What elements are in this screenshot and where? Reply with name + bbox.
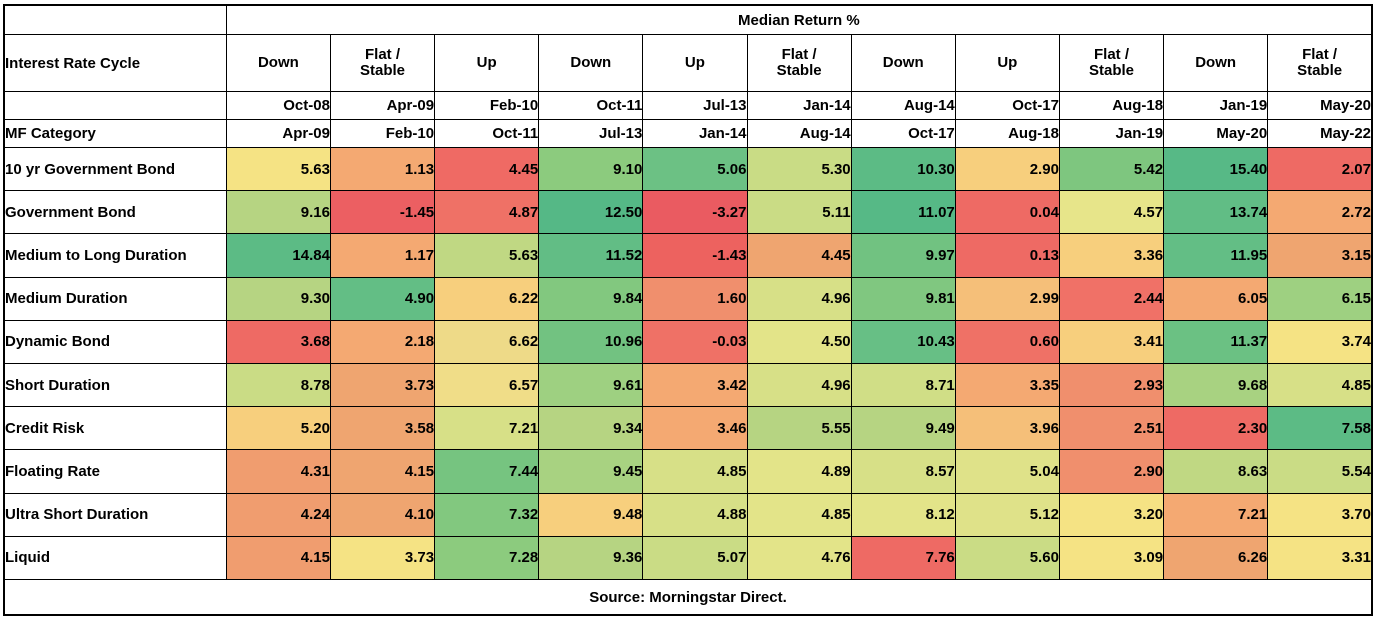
heatmap-cell: 3.58 — [330, 407, 434, 450]
heatmap-cell: 5.63 — [435, 234, 539, 277]
row-label-category: Floating Rate — [4, 450, 226, 493]
heatmap-cell: 8.63 — [1164, 450, 1268, 493]
header-row-cycle — [4, 35, 1372, 92]
heatmap-cell: 7.76 — [851, 536, 955, 579]
heatmap-cell: 4.15 — [226, 536, 330, 579]
heatmap-cell: 4.85 — [1268, 363, 1372, 406]
header-row-title — [4, 5, 1372, 35]
heatmap-cell: 6.26 — [1164, 536, 1268, 579]
heatmap-cell: 9.84 — [539, 277, 643, 320]
median-return-heatmap — [3, 4, 1373, 616]
heatmap-cell: 3.20 — [1059, 493, 1163, 536]
heatmap-cell: 5.06 — [643, 148, 747, 191]
heatmap-cell: 10.43 — [851, 320, 955, 363]
heatmap-cell: 3.70 — [1268, 493, 1372, 536]
heatmap-cell: 2.51 — [1059, 407, 1163, 450]
heatmap-cell: 7.21 — [1164, 493, 1268, 536]
heatmap-cell: 9.30 — [226, 277, 330, 320]
table-body — [4, 148, 1372, 580]
heatmap-cell: 4.88 — [643, 493, 747, 536]
header-cycle-4: Up — [643, 35, 747, 92]
table-row — [4, 407, 1372, 450]
header-cycle-5: Flat / Stable — [747, 35, 851, 92]
heatmap-cell: 11.37 — [1164, 320, 1268, 363]
table-row — [4, 493, 1372, 536]
header-cycle-8: Flat / Stable — [1059, 35, 1163, 92]
heatmap-cell: 0.04 — [955, 191, 1059, 234]
header-end-4: Jan-14 — [643, 120, 747, 148]
heatmap-cell: 1.13 — [330, 148, 434, 191]
header-interest-rate-cycle-label: Interest Rate Cycle — [4, 35, 226, 92]
header-blank-left — [4, 92, 226, 120]
heatmap-cell: 10.96 — [539, 320, 643, 363]
header-start-3: Oct-11 — [539, 92, 643, 120]
heatmap-cell: 9.68 — [1164, 363, 1268, 406]
heatmap-cell: 3.41 — [1059, 320, 1163, 363]
row-label-category: Government Bond — [4, 191, 226, 234]
heatmap-cell: 2.90 — [955, 148, 1059, 191]
heatmap-cell: -1.45 — [330, 191, 434, 234]
heatmap-cell: 4.31 — [226, 450, 330, 493]
heatmap-cell: 6.62 — [435, 320, 539, 363]
heatmap-cell: 4.89 — [747, 450, 851, 493]
heatmap-cell: 5.42 — [1059, 148, 1163, 191]
heatmap-cell: 3.74 — [1268, 320, 1372, 363]
header-end-3: Jul-13 — [539, 120, 643, 148]
heatmap-cell: 7.44 — [435, 450, 539, 493]
heatmap-cell: 6.05 — [1164, 277, 1268, 320]
heatmap-cell: 9.49 — [851, 407, 955, 450]
header-end-7: Aug-18 — [955, 120, 1059, 148]
header-corner-blank — [4, 5, 226, 35]
heatmap-cell: 2.18 — [330, 320, 434, 363]
header-start-0: Oct-08 — [226, 92, 330, 120]
header-start-9: Jan-19 — [1164, 92, 1268, 120]
heatmap-cell: 6.15 — [1268, 277, 1372, 320]
header-end-8: Jan-19 — [1059, 120, 1163, 148]
heatmap-cell: 11.07 — [851, 191, 955, 234]
heatmap-cell: 3.15 — [1268, 234, 1372, 277]
heatmap-cell: 2.72 — [1268, 191, 1372, 234]
heatmap-cell: 4.87 — [435, 191, 539, 234]
heatmap-cell: 4.10 — [330, 493, 434, 536]
table-row — [4, 277, 1372, 320]
heatmap-cell: 3.42 — [643, 363, 747, 406]
heatmap-cell: 2.93 — [1059, 363, 1163, 406]
header-start-6: Aug-14 — [851, 92, 955, 120]
heatmap-cell: 5.55 — [747, 407, 851, 450]
heatmap-cell: 5.20 — [226, 407, 330, 450]
heatmap-cell: 11.52 — [539, 234, 643, 277]
heatmap-cell: 9.36 — [539, 536, 643, 579]
row-label-category: 10 yr Government Bond — [4, 148, 226, 191]
table-row — [4, 234, 1372, 277]
heatmap-cell: 3.68 — [226, 320, 330, 363]
table-footer — [4, 580, 1372, 616]
header-cycle-10: Flat / Stable — [1268, 35, 1372, 92]
heatmap-cell: 9.61 — [539, 363, 643, 406]
header-end-1: Feb-10 — [330, 120, 434, 148]
heatmap-cell: 1.60 — [643, 277, 747, 320]
table-row — [4, 450, 1372, 493]
heatmap-cell: 14.84 — [226, 234, 330, 277]
header-row-end-dates — [4, 120, 1372, 148]
header-cycle-3: Down — [539, 35, 643, 92]
heatmap-cell: 9.34 — [539, 407, 643, 450]
heatmap-cell: 2.44 — [1059, 277, 1163, 320]
heatmap-cell: 4.90 — [330, 277, 434, 320]
heatmap-cell: 5.30 — [747, 148, 851, 191]
heatmap-cell: 7.32 — [435, 493, 539, 536]
header-end-2: Oct-11 — [435, 120, 539, 148]
heatmap-cell: 2.90 — [1059, 450, 1163, 493]
heatmap-cell: 4.45 — [435, 148, 539, 191]
table-row — [4, 191, 1372, 234]
heatmap-cell: 4.85 — [643, 450, 747, 493]
heatmap-cell: 3.09 — [1059, 536, 1163, 579]
table-row — [4, 536, 1372, 579]
header-cycle-7: Up — [955, 35, 1059, 92]
heatmap-cell: 5.54 — [1268, 450, 1372, 493]
heatmap-cell: 4.76 — [747, 536, 851, 579]
heatmap-cell: 7.21 — [435, 407, 539, 450]
heatmap-cell: 4.85 — [747, 493, 851, 536]
header-mf-category-label: MF Category — [4, 120, 226, 148]
heatmap-cell: -3.27 — [643, 191, 747, 234]
header-end-5: Aug-14 — [747, 120, 851, 148]
heatmap-cell: 5.04 — [955, 450, 1059, 493]
heatmap-cell: 4.50 — [747, 320, 851, 363]
heatmap-cell: 8.57 — [851, 450, 955, 493]
row-label-category: Short Duration — [4, 363, 226, 406]
header-cycle-6: Down — [851, 35, 955, 92]
row-label-category: Medium to Long Duration — [4, 234, 226, 277]
header-title: Median Return % — [226, 5, 1372, 35]
heatmap-cell: 5.07 — [643, 536, 747, 579]
heatmap-cell: 3.73 — [330, 536, 434, 579]
heatmap-cell: 15.40 — [1164, 148, 1268, 191]
header-end-0: Apr-09 — [226, 120, 330, 148]
header-end-6: Oct-17 — [851, 120, 955, 148]
heatmap-cell: 9.48 — [539, 493, 643, 536]
table-row — [4, 148, 1372, 191]
heatmap-cell: 5.12 — [955, 493, 1059, 536]
heatmap-cell: 2.07 — [1268, 148, 1372, 191]
header-start-5: Jan-14 — [747, 92, 851, 120]
header-start-10: May-20 — [1268, 92, 1372, 120]
heatmap-cell: 5.11 — [747, 191, 851, 234]
source-note: Source: Morningstar Direct. — [4, 580, 1372, 616]
heatmap-cell: 6.57 — [435, 363, 539, 406]
header-cycle-9: Down — [1164, 35, 1268, 92]
header-start-8: Aug-18 — [1059, 92, 1163, 120]
heatmap-cell: 0.60 — [955, 320, 1059, 363]
heatmap-cell: 11.95 — [1164, 234, 1268, 277]
heatmap-cell: 8.78 — [226, 363, 330, 406]
heatmap-cell: 9.81 — [851, 277, 955, 320]
row-label-category: Medium Duration — [4, 277, 226, 320]
row-label-category: Credit Risk — [4, 407, 226, 450]
header-cycle-2: Up — [435, 35, 539, 92]
header-row-start-dates — [4, 92, 1372, 120]
heatmap-cell: 8.71 — [851, 363, 955, 406]
heatmap-cell: 9.10 — [539, 148, 643, 191]
header-end-10: May-22 — [1268, 120, 1372, 148]
table-row — [4, 363, 1372, 406]
heatmap-cell: 13.74 — [1164, 191, 1268, 234]
heatmap-cell: 4.96 — [747, 363, 851, 406]
heatmap-cell: 10.30 — [851, 148, 955, 191]
header-cycle-0: Down — [226, 35, 330, 92]
header-end-9: May-20 — [1164, 120, 1268, 148]
header-cycle-1: Flat / Stable — [330, 35, 434, 92]
heatmap-cell: 4.15 — [330, 450, 434, 493]
heatmap-cell: 3.96 — [955, 407, 1059, 450]
heatmap-cell: 4.24 — [226, 493, 330, 536]
header-start-1: Apr-09 — [330, 92, 434, 120]
heatmap-cell: 0.13 — [955, 234, 1059, 277]
heatmap-cell: 3.46 — [643, 407, 747, 450]
heatmap-cell: 4.57 — [1059, 191, 1163, 234]
heatmap-cell: -0.03 — [643, 320, 747, 363]
row-label-category: Ultra Short Duration — [4, 493, 226, 536]
heatmap-cell: 12.50 — [539, 191, 643, 234]
heatmap-cell: 4.45 — [747, 234, 851, 277]
heatmap-cell: 4.96 — [747, 277, 851, 320]
row-label-category: Liquid — [4, 536, 226, 579]
row-label-category: Dynamic Bond — [4, 320, 226, 363]
table-header — [4, 5, 1372, 148]
header-start-7: Oct-17 — [955, 92, 1059, 120]
heatmap-cell: 3.35 — [955, 363, 1059, 406]
heatmap-cell: 9.97 — [851, 234, 955, 277]
heatmap-cell: 8.12 — [851, 493, 955, 536]
heatmap-cell: 3.31 — [1268, 536, 1372, 579]
heatmap-cell: 3.36 — [1059, 234, 1163, 277]
heatmap-cell: 7.58 — [1268, 407, 1372, 450]
heatmap-cell: 9.45 — [539, 450, 643, 493]
heatmap-cell: 5.63 — [226, 148, 330, 191]
heatmap-cell: 3.73 — [330, 363, 434, 406]
heatmap-cell: 5.60 — [955, 536, 1059, 579]
heatmap-cell: 9.16 — [226, 191, 330, 234]
heatmap-cell: 2.30 — [1164, 407, 1268, 450]
heatmap-cell: -1.43 — [643, 234, 747, 277]
header-start-4: Jul-13 — [643, 92, 747, 120]
table-row — [4, 320, 1372, 363]
heatmap-cell: 6.22 — [435, 277, 539, 320]
heatmap-cell: 7.28 — [435, 536, 539, 579]
heatmap-cell: 1.17 — [330, 234, 434, 277]
header-start-2: Feb-10 — [435, 92, 539, 120]
heatmap-cell: 2.99 — [955, 277, 1059, 320]
